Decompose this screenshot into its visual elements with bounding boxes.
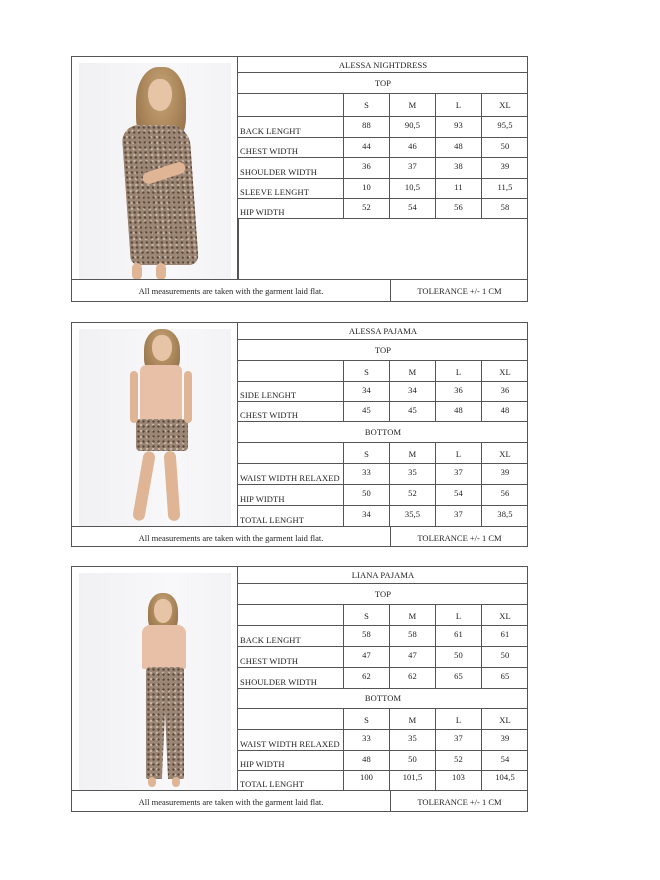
size-l-header: L — [436, 709, 482, 729]
table-row — [238, 668, 528, 689]
value-cell: 34 — [390, 382, 436, 401]
row-label: HIP WIDTH — [240, 494, 285, 504]
size-xl-header: XL — [499, 449, 511, 459]
table-row — [238, 485, 528, 506]
table-row — [238, 771, 528, 790]
size-header-row — [238, 94, 528, 117]
table-row — [238, 382, 528, 402]
table-row — [238, 179, 528, 199]
value-cell: 35 — [390, 730, 436, 750]
tolerance-label: TOLERANCE +/- 1 CM — [390, 280, 528, 301]
value-cell: 35 — [390, 464, 436, 484]
value-cell: 47 — [344, 647, 390, 667]
value-cell: 61 — [436, 626, 482, 646]
value-cell: 54 — [436, 485, 482, 505]
section-header-row — [238, 340, 528, 361]
value-cell: 103 — [436, 771, 482, 790]
value-cell: 46 — [390, 138, 436, 157]
row-label: WAIST WIDTH RELAXED — [240, 739, 340, 749]
value-cell: 35,5 — [390, 506, 436, 526]
value-cell: 58 — [500, 202, 510, 212]
table-title-row — [238, 567, 528, 584]
table-row — [238, 138, 528, 158]
section-title: TOP — [374, 589, 392, 599]
value-cell: 47 — [390, 647, 436, 667]
value-cell: 39 — [500, 733, 510, 743]
table-row — [238, 199, 528, 219]
size-chart-liana-pajama — [71, 566, 528, 812]
section-header-row — [238, 584, 528, 605]
value-cell: 56 — [436, 199, 482, 218]
product-title: ALESSA NIGHTDRESS — [338, 60, 428, 70]
model-figure — [72, 567, 238, 790]
size-s-header: S — [344, 605, 390, 625]
section-title: TOP — [374, 78, 392, 88]
value-cell: 33 — [344, 464, 390, 484]
value-cell: 56 — [500, 488, 510, 498]
value-cell: 50 — [344, 485, 390, 505]
value-cell: 100 — [344, 771, 390, 790]
size-header-row — [238, 709, 528, 730]
tolerance-label: TOLERANCE +/- 1 CM — [390, 791, 528, 812]
row-label: WAIST WIDTH RELAXED — [240, 473, 340, 483]
row-label: TOTAL LENGHT — [240, 515, 305, 525]
section-title: BOTTOM — [364, 693, 402, 703]
row-label: CHEST WIDTH — [240, 410, 299, 420]
value-cell: 37 — [436, 730, 482, 750]
size-chart-alessa-nightdress — [71, 56, 528, 302]
value-cell: 33 — [344, 730, 390, 750]
value-cell: 37 — [436, 506, 482, 526]
row-label: SIDE LENGHT — [240, 390, 297, 400]
table-row — [238, 402, 528, 422]
size-s-header: S — [344, 361, 390, 381]
size-m-header: M — [390, 709, 436, 729]
row-label: BACK LENGHT — [240, 635, 301, 645]
empty-header-cell — [239, 443, 344, 463]
value-cell: 39 — [500, 467, 510, 477]
value-cell: 90,5 — [390, 117, 436, 137]
value-cell: 11 — [436, 179, 482, 198]
size-m-header: M — [390, 94, 436, 116]
value-cell: 50 — [500, 650, 510, 660]
size-s-header: S — [344, 443, 390, 463]
value-cell: 65 — [436, 668, 482, 688]
table-row — [238, 117, 528, 138]
value-cell: 50 — [436, 647, 482, 667]
value-cell: 48 — [344, 751, 390, 770]
value-cell: 52 — [344, 199, 390, 218]
value-cell: 50 — [390, 751, 436, 770]
size-header-row — [238, 443, 528, 464]
empty-header-cell — [239, 709, 344, 729]
row-label: CHEST WIDTH — [240, 656, 299, 666]
section-header-row — [238, 73, 528, 94]
table-footer — [72, 790, 528, 812]
value-cell: 34 — [344, 382, 390, 401]
section-header-row — [238, 689, 528, 709]
value-cell: 38,5 — [497, 509, 513, 519]
empty-header-cell — [239, 361, 344, 381]
value-cell: 54 — [390, 199, 436, 218]
value-cell: 62 — [390, 668, 436, 688]
value-cell: 39 — [500, 161, 510, 171]
table-footer — [72, 279, 528, 301]
table-row — [238, 464, 528, 485]
model-figure — [72, 323, 238, 526]
section-header-row — [238, 422, 528, 443]
size-header-row — [238, 605, 528, 626]
value-cell: 48 — [436, 402, 482, 421]
section-title: BOTTOM — [364, 427, 402, 437]
value-cell: 45 — [390, 402, 436, 421]
empty-header-cell — [239, 605, 344, 625]
table-row — [238, 158, 528, 179]
measurement-note: All measurements are taken with the garment laid flat. — [138, 797, 324, 807]
size-xl-header: XL — [499, 367, 511, 377]
divider — [238, 219, 239, 280]
product-photo-alessa-nightdress — [72, 57, 238, 280]
size-s-header: S — [344, 94, 390, 116]
row-label: BACK LENGHT — [240, 126, 301, 136]
row-label: HIP WIDTH — [240, 207, 285, 217]
value-cell: 50 — [500, 141, 510, 151]
value-cell: 11,5 — [497, 182, 513, 192]
size-s-header: S — [344, 709, 390, 729]
size-m-header: M — [390, 443, 436, 463]
table-row — [238, 626, 528, 647]
value-cell: 58 — [390, 626, 436, 646]
table-row — [238, 506, 528, 526]
value-cell: 48 — [436, 138, 482, 157]
value-cell: 62 — [344, 668, 390, 688]
size-l-header: L — [436, 361, 482, 381]
row-label: SHOULDER WIDTH — [240, 167, 318, 177]
product-title: LIANA PAJAMA — [351, 570, 415, 580]
measurement-note: All measurements are taken with the garment laid flat. — [138, 286, 324, 296]
row-label: TOTAL LENGHT — [240, 779, 305, 789]
value-cell: 36 — [344, 158, 390, 178]
size-chart-alessa-pajama — [71, 322, 528, 547]
value-cell: 95,5 — [497, 120, 513, 130]
value-cell: 45 — [344, 402, 390, 421]
measurement-note: All measurements are taken with the garment laid flat. — [138, 533, 324, 543]
empty-header-cell — [239, 94, 344, 116]
size-l-header: L — [436, 605, 482, 625]
value-cell: 48 — [500, 405, 510, 415]
value-cell: 54 — [500, 754, 510, 764]
value-cell: 37 — [436, 464, 482, 484]
size-m-header: M — [390, 361, 436, 381]
value-cell: 52 — [390, 485, 436, 505]
size-xl-header: XL — [499, 100, 511, 110]
value-cell: 34 — [344, 506, 390, 526]
table-title-row — [238, 323, 528, 340]
value-cell: 65 — [500, 671, 510, 681]
value-cell: 58 — [344, 626, 390, 646]
value-cell: 88 — [344, 117, 390, 137]
value-cell: 61 — [500, 629, 510, 639]
row-label: SHOULDER WIDTH — [240, 677, 318, 687]
size-xl-header: XL — [499, 611, 511, 621]
value-cell: 38 — [436, 158, 482, 178]
value-cell: 104,5 — [495, 772, 515, 782]
value-cell: 10,5 — [390, 179, 436, 198]
size-m-header: M — [390, 605, 436, 625]
value-cell: 36 — [500, 385, 510, 395]
size-l-header: L — [436, 443, 482, 463]
value-cell: 93 — [436, 117, 482, 137]
value-cell: 37 — [390, 158, 436, 178]
product-title: ALESSA PAJAMA — [348, 326, 418, 336]
row-label: CHEST WIDTH — [240, 146, 299, 156]
table-row — [238, 730, 528, 751]
product-photo-alessa-pajama — [72, 323, 238, 526]
value-cell: 10 — [344, 179, 390, 198]
table-title-row — [238, 57, 528, 73]
row-label: SLEEVE LENGHT — [240, 187, 310, 197]
size-xl-header: XL — [499, 715, 511, 725]
section-title: TOP — [374, 345, 392, 355]
value-cell: 44 — [344, 138, 390, 157]
value-cell: 101,5 — [390, 771, 436, 790]
value-cell: 52 — [436, 751, 482, 770]
table-footer — [72, 526, 528, 547]
model-figure — [72, 57, 238, 280]
size-header-row — [238, 361, 528, 382]
table-row — [238, 647, 528, 668]
table-row — [238, 751, 528, 771]
product-photo-liana-pajama — [72, 567, 238, 790]
row-label: HIP WIDTH — [240, 759, 285, 769]
size-l-header: L — [436, 94, 482, 116]
tolerance-label: TOLERANCE +/- 1 CM — [390, 527, 528, 547]
value-cell: 36 — [436, 382, 482, 401]
